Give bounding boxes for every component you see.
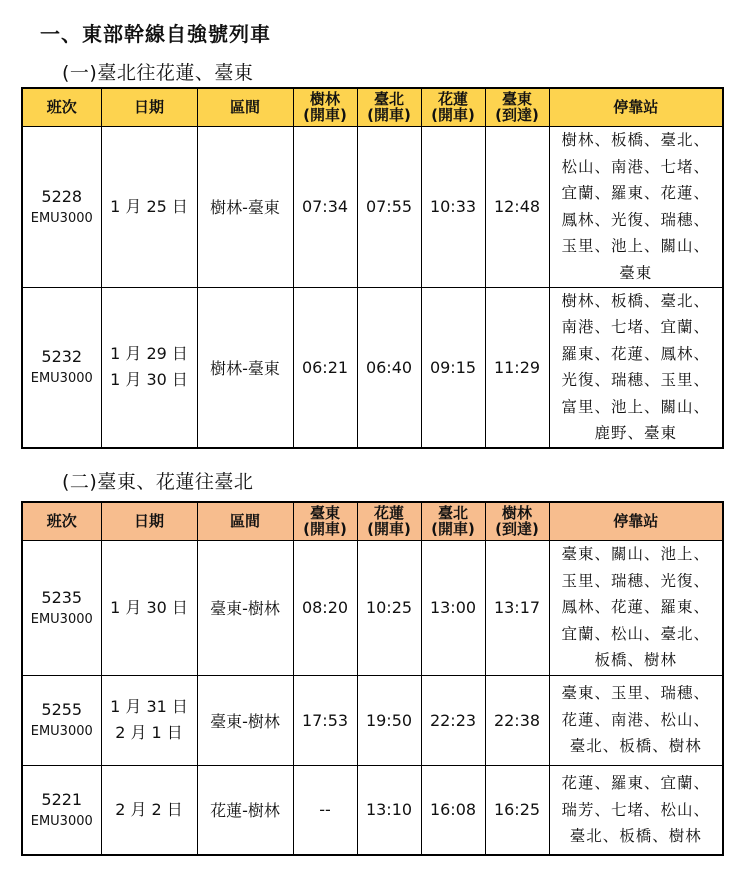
header-train-no: 班次: [22, 88, 101, 126]
time-cell: 08:20: [293, 540, 357, 675]
time-cell: 10:33: [421, 126, 485, 287]
header-date: 日期: [101, 502, 197, 540]
segment-cell: 花蓮-樹林: [197, 765, 293, 855]
time-cell: 17:53: [293, 675, 357, 765]
header-date: 日期: [101, 88, 197, 126]
date-cell: 1 月 30 日: [101, 540, 197, 675]
train-cell: 5232 EMU3000: [22, 287, 101, 448]
segment-cell: 臺東-樹林: [197, 540, 293, 675]
header-time-4: 樹林 (到達): [485, 502, 549, 540]
time-cell: 19:50: [357, 675, 421, 765]
time-cell: 09:15: [421, 287, 485, 448]
time-cell: 16:25: [485, 765, 549, 855]
segment-cell: 臺東-樹林: [197, 675, 293, 765]
segment-cell: 樹林-臺東: [197, 126, 293, 287]
time-cell: 11:29: [485, 287, 549, 448]
time-cell: 07:55: [357, 126, 421, 287]
schedule-table-northbound-south: [21, 87, 724, 449]
date-cell: 1 月 29 日 1 月 30 日: [101, 287, 197, 448]
stops-cell: 樹林、板橋、臺北、 松山、南港、七堵、 宜蘭、羅東、花蓮、 鳳林、光復、瑞穗、 玉里、池上、關山、 臺東: [549, 126, 723, 287]
time-cell: 12:48: [485, 126, 549, 287]
header-time-3: 臺北 (開車): [421, 502, 485, 540]
time-cell: 13:10: [357, 765, 421, 855]
table-row: [22, 126, 723, 287]
page-title: 一、東部幹線自強號列車: [40, 22, 271, 46]
date-cell: 2 月 2 日: [101, 765, 197, 855]
section-2-subtitle: (二)臺東、花蓮往臺北: [62, 471, 254, 493]
train-cell: 5221 EMU3000: [22, 765, 101, 855]
header-segment: 區間: [197, 88, 293, 126]
time-cell: 06:21: [293, 287, 357, 448]
header-time-1: 樹林 (開車): [293, 88, 357, 126]
time-cell: 13:00: [421, 540, 485, 675]
time-cell: 06:40: [357, 287, 421, 448]
header-stops: 停靠站: [549, 502, 723, 540]
time-cell: 22:23: [421, 675, 485, 765]
section-1-subtitle: (一)臺北往花蓮、臺東: [62, 62, 254, 84]
header-time-2: 花蓮 (開車): [357, 502, 421, 540]
time-cell: 16:08: [421, 765, 485, 855]
table-row: [22, 675, 723, 765]
header-train-no: 班次: [22, 502, 101, 540]
stops-cell: 樹林、板橋、臺北、 南港、七堵、宜蘭、 羅東、花蓮、鳳林、 光復、瑞穗、玉里、 富里、池上、關山、 鹿野、臺東: [549, 287, 723, 448]
train-cell: 5235 EMU3000: [22, 540, 101, 675]
schedule-table-to-taipei: [21, 501, 724, 856]
train-cell: 5255 EMU3000: [22, 675, 101, 765]
header-stops: 停靠站: [549, 88, 723, 126]
header-time-2: 臺北 (開車): [357, 88, 421, 126]
time-cell: 10:25: [357, 540, 421, 675]
stops-cell: 臺東、玉里、瑞穗、 花蓮、南港、松山、 臺北、板橋、樹林: [549, 675, 723, 765]
stops-cell: 花蓮、羅東、宜蘭、 瑞芳、七堵、松山、 臺北、板橋、樹林: [549, 765, 723, 855]
table-row: [22, 287, 723, 448]
header-time-4: 臺東 (到達): [485, 88, 549, 126]
time-cell: 22:38: [485, 675, 549, 765]
time-cell: 07:34: [293, 126, 357, 287]
table-row: [22, 540, 723, 675]
stops-cell: 臺東、關山、池上、 玉里、瑞穗、光復、 鳳林、花蓮、羅東、 宜蘭、松山、臺北、 板橋、樹林: [549, 540, 723, 675]
date-cell: 1 月 25 日: [101, 126, 197, 287]
header-segment: 區間: [197, 502, 293, 540]
segment-cell: 樹林-臺東: [197, 287, 293, 448]
time-cell: --: [293, 765, 357, 855]
time-cell: 13:17: [485, 540, 549, 675]
header-time-1: 臺東 (開車): [293, 502, 357, 540]
date-cell: 1 月 31 日 2 月 1 日: [101, 675, 197, 765]
train-cell: 5228 EMU3000: [22, 126, 101, 287]
table-row: [22, 765, 723, 855]
header-time-3: 花蓮 (開車): [421, 88, 485, 126]
